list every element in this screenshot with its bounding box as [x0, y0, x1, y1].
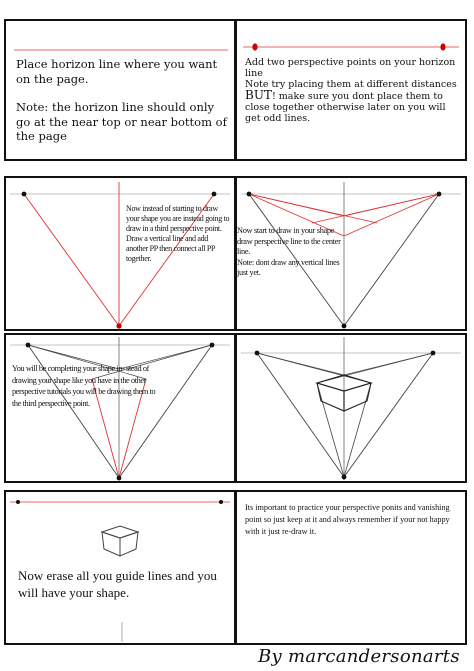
final-lines-diagram	[237, 335, 465, 481]
vertical-edge-right	[344, 383, 371, 477]
panel-1-text	[16, 57, 231, 158]
perspective-point-left	[252, 43, 257, 50]
horizon-note: Note: the horizon line should only go at the near top or near bottom of the page	[16, 100, 227, 143]
perspective-point-right	[219, 500, 223, 504]
third-perspective-point	[116, 323, 121, 328]
panel-perspective-points	[235, 19, 467, 161]
third-point-steps: Draw a vertical line and add another PP then connect all PP together.	[126, 234, 215, 263]
shape-line-4	[344, 194, 439, 236]
panel-7-text	[18, 567, 233, 601]
panel-erase-guides	[4, 490, 236, 645]
points-note: Note try placing them at different distances	[245, 79, 457, 90]
points-but: BUT	[245, 88, 272, 102]
third-perspective-point	[117, 476, 122, 481]
perspective-point-right	[437, 192, 442, 197]
panel-5-text	[12, 363, 157, 409]
shape-note: Note: dont draw any vertical lines just yet.	[237, 257, 340, 277]
third-perspective-point	[342, 324, 347, 329]
perspective-point-right	[212, 192, 217, 197]
complete-instruction: You will be completing your shape in- stead of drawing your shape like you have in the other perspective tutorials you will be drawing them to the third perspective point.	[12, 364, 156, 408]
panel-8-text	[245, 502, 463, 538]
perspective-point-right	[440, 43, 445, 50]
guide-line-right	[344, 194, 439, 326]
perspective-point-left	[26, 343, 31, 348]
panel-third-point	[4, 176, 236, 331]
perspective-point-right	[431, 351, 436, 356]
horizon-instruction: Place horizon line where you want on the page.	[16, 57, 218, 86]
panel-4-text	[237, 226, 347, 279]
panel-horizon-line	[4, 19, 236, 161]
panel-complete-shape	[4, 333, 236, 483]
vertical-edge-left	[317, 383, 344, 477]
guide-line-left	[24, 194, 119, 326]
panel-final-lines	[235, 333, 467, 483]
author-signature: By marcandersonarts	[258, 646, 460, 667]
shape-line-6	[312, 194, 439, 223]
perspective-point-left	[22, 192, 27, 197]
practice-note: Its important to practice your perspective ponits and vanishing point so just keep at it and always remember if your not happy with it just re-draw it.	[245, 503, 450, 536]
shape-instruction: Now start to draw in your shape draw perspective line to the center line.	[237, 226, 341, 256]
panel-practice-note	[235, 490, 467, 645]
shape-line-4	[317, 353, 433, 383]
third-perspective-point	[342, 475, 347, 480]
cube-right-face	[120, 532, 138, 556]
cube-top-face	[102, 526, 138, 538]
perspective-point-left	[16, 500, 20, 504]
third-point-instruction: Now instead of starting to draw your shape you are instead going to draw in a third perspective point.	[126, 204, 230, 233]
perspective-point-left	[255, 351, 260, 356]
shape-line-5	[249, 194, 377, 223]
erase-instruction: Now erase all you guide lines and you will have your shape.	[18, 568, 217, 600]
perspective-point-left	[247, 192, 252, 197]
cube-left-face	[102, 532, 120, 556]
points-warning: ! make sure you dont place them to close together otherwise later on you will get odd lines.	[245, 91, 446, 124]
panel-3-text	[126, 204, 231, 264]
panel-draw-shape	[235, 176, 467, 331]
panel-2-text	[245, 57, 459, 124]
points-instruction: Add two perspective points on your horizon line	[245, 57, 456, 79]
perspective-point-right	[210, 343, 215, 348]
